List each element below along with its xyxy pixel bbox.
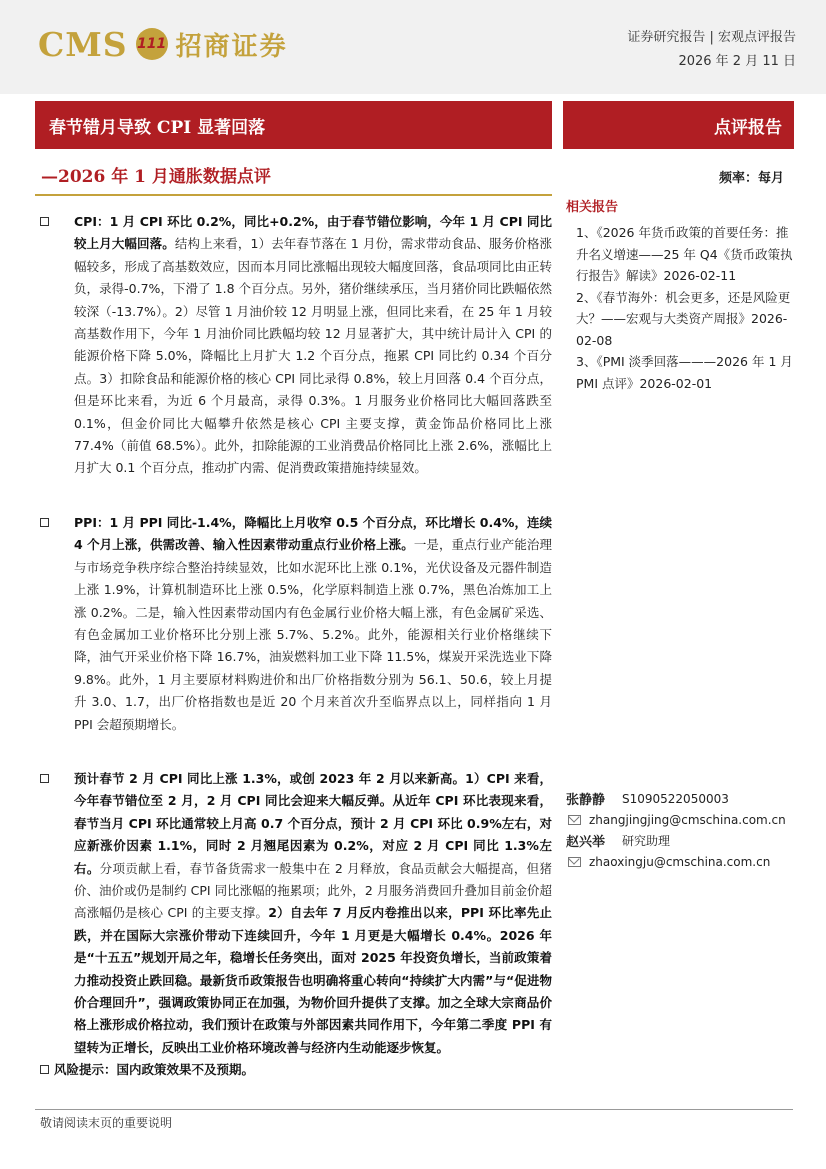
mail-icon xyxy=(568,857,581,867)
checkbox-bullet-icon xyxy=(40,774,49,783)
footer-note: 敬请阅读末页的重要说明 xyxy=(40,1116,173,1130)
header-info xyxy=(627,26,796,74)
footer-divider xyxy=(35,1109,793,1110)
paragraph-cpi xyxy=(40,211,552,480)
logo-chinese: 招商证券 xyxy=(175,31,288,62)
paragraph-ppi xyxy=(40,512,552,736)
analyst-email-row xyxy=(566,851,794,872)
divider xyxy=(35,194,552,196)
title-bar xyxy=(35,101,552,149)
analyst-name: 张静静 xyxy=(566,793,606,808)
paragraph-risk xyxy=(40,1059,552,1081)
analyst-email[interactable]: zhaoxingju@cmschina.com.cn xyxy=(589,854,771,869)
report-subtitle: —2026 年 1 月通胀数据点评 xyxy=(41,167,271,187)
related-reports xyxy=(566,198,794,394)
analyst-email-row xyxy=(566,809,794,830)
ppi-detail: 一是，重点行业产能治理与市场竞争秩序综合整治持续显效，比如水泥环比上涨 0.1%，光伏设备及元器件制造上涨 1.9%，计算机制造环比上涨 0.5%，化学原料制造上涨 0.7%，黑色冶炼加工上涨 0.2%。二是，输入性因素带动国内有色金属行业价格大幅上涨，有色金属矿采选、有色金属加工业价格环比分别上涨 5.7%、5.2%。此外，能源相关行业价格继续下降，油气开采业价格下降 16.7%，油炭燃料加工业下降 11.5%，煤炭开采洗选业下降 9.8%。此外，1 月主要原材料购进价和出厂价格指数分别为 56.1、50.6，较上月提升 3.0、1.7，出厂价格指数也是近 20 个月来首次升至临界点以上，同样指向 1 月 PPI 会超预期增长。 xyxy=(74,537,552,732)
analyst-row xyxy=(566,830,794,851)
company-logo xyxy=(38,22,288,66)
report-date: 2026 年 2 月 11 日 xyxy=(678,54,796,69)
report-title: 春节错月导致 CPI 显著回落 xyxy=(49,118,266,138)
forecast-detail: 分项贡献上看，春节备货需求一般集中在 2 月释放，食品贡献会大幅提高，但猪价、油价或仍是制约 CPI 同比涨幅的拖累项；此外，2 月服务消费回升叠加目前金价超高涨幅仍是核心 CPI 的主要支撑。 xyxy=(74,860,552,921)
forecast-summary: 预计春节 2 月 CPI 同比上涨 1.3%，或创 2023 年 2 月以来新高。1）CPI 来看，今年春节错位至 2 月，2 月 CPI 同比会迎来大幅反弹。从近年 CPI 环比表现来看，春节当月 CPI 环比通常较上月高 0.7 个百分点，预计 2 月 CPI 环比 0.9%左右，对应新涨价因素 1.1%，同时 2 月翘尾因素为 0.2%，对应 2 月 CPI 同比 1.3%左右。 xyxy=(74,770,552,876)
analyst-role: 研究助理 xyxy=(622,834,671,848)
analyst-block xyxy=(566,788,794,872)
logo-badge: 111 xyxy=(136,28,168,60)
frequency: 频率：每月 xyxy=(718,171,784,186)
cpi-summary: CPI：1 月 CPI 环比 0.2%，同比+0.2%，由于春节错位影响，今年 1 月 CPI 同比较上月大幅回落。 xyxy=(74,214,552,252)
forecast-ppi: 2）自去年 7 月反内卷推出以来，PPI 环比率先止跌，并在国际大宗涨价带动下连续回升，今年 1 月更是大幅增长 0.4%。2026 年是“十五五”规划开局之年，稳增长任务突出，面对 2025 年投资负增长，当前政策着力推动投资止跌回稳。最新货币政策报告也明确将重心转向“持续扩大内需”与“促进物价合理回升”，强调政策协同正在加强，为物价回升提供了支撑。加之全球大宗商品价格上涨形成价格拉动，我们预计在政策与外部因素共同作用下，今年第二季度 PPI 有望转为正增长，反映出工业价格环境改善与经济内生动能逐步恢复。 xyxy=(74,905,552,1055)
related-item[interactable]: 1、《2026 年货币政策的首要任务：推升名义增速——25 年 Q4《货币政策执行报告》解读》2026-02-11 xyxy=(576,225,793,283)
checkbox-bullet-icon xyxy=(40,1065,49,1074)
report-type: 点评报告 xyxy=(714,118,782,138)
cpi-detail: 结构上来看，1）去年春节落在 1 月份，需求带动食品、服务价格涨幅较多，形成了高基数效应，因而本月同比涨幅出现较大幅度回落，食品项同比由正转负，录得-0.7%，下滑了 1.8 个百分点。另外，猪价继续承压，当月猪价同比跌幅依然较深（-13.7%）。2）尽管 1 月油价较 12 月明显上涨，但同比来看，在 25 年 1 月较高基数作用下，今年 1 月油价同比跌幅均较 12 月显著扩大，其中统计局计入 CPI 的能源价格下降 5.0%，降幅比上月扩大 1.2 个百分点，拖累 CPI 同比约 0.34 个百分点。3）扣除食品和能源价格的核心 CPI 同比录得 0.8%，较上月回落 0.4 个百分点，但是环比来看，为近 6 个月最高，录得 0.3%。1 月服务业价格同比大幅回落跌至 0.1%，但金价同比大幅攀升依然是核心 CPI 主要支撑，黄金饰品价格同比上涨 77.4%（前值 68.5%）。此外，扣除能源的工业消费品价格同比上涨 2.6%，涨幅比上月扩大 0.1 个百分点，推动扩内需、促消费政策措施持续显效。 xyxy=(74,236,552,476)
related-title: 相关报告 xyxy=(566,200,619,215)
related-list xyxy=(566,222,794,394)
logo-latin: CMS xyxy=(38,24,128,64)
main-content xyxy=(40,211,552,1082)
analyst-name: 赵兴举 xyxy=(566,835,606,850)
related-item[interactable]: 2、《春节海外：机会更多，还是风险更大？——宏观与大类资产周报》2026-02-08 xyxy=(576,289,791,348)
analyst-code: S1090522050003 xyxy=(622,791,729,806)
analyst-row xyxy=(566,788,794,809)
paragraph-forecast xyxy=(40,768,552,1059)
mail-icon xyxy=(568,815,581,825)
report-kind: 证券研究报告 | 宏观点评报告 xyxy=(627,30,796,45)
checkbox-bullet-icon xyxy=(40,217,49,226)
analyst-email[interactable]: zhangjingjing@cmschina.com.cn xyxy=(589,812,786,827)
ppi-summary: PPI：1 月 PPI 同比-1.4%，降幅比上月收窄 0.5 个百分点，环比增长 0.4%，连续 4 个月上涨，供需改善、输入性因素带动重点行业价格上涨。 xyxy=(74,514,552,553)
report-type-bar xyxy=(563,101,794,149)
risk-warning: 风险提示：国内政策效果不及预期。 xyxy=(54,1062,255,1078)
related-item[interactable]: 3、《PMI 淡季回落———2026 年 1 月 PMI 点评》2026-02-01 xyxy=(576,354,793,391)
checkbox-bullet-icon xyxy=(40,518,49,527)
